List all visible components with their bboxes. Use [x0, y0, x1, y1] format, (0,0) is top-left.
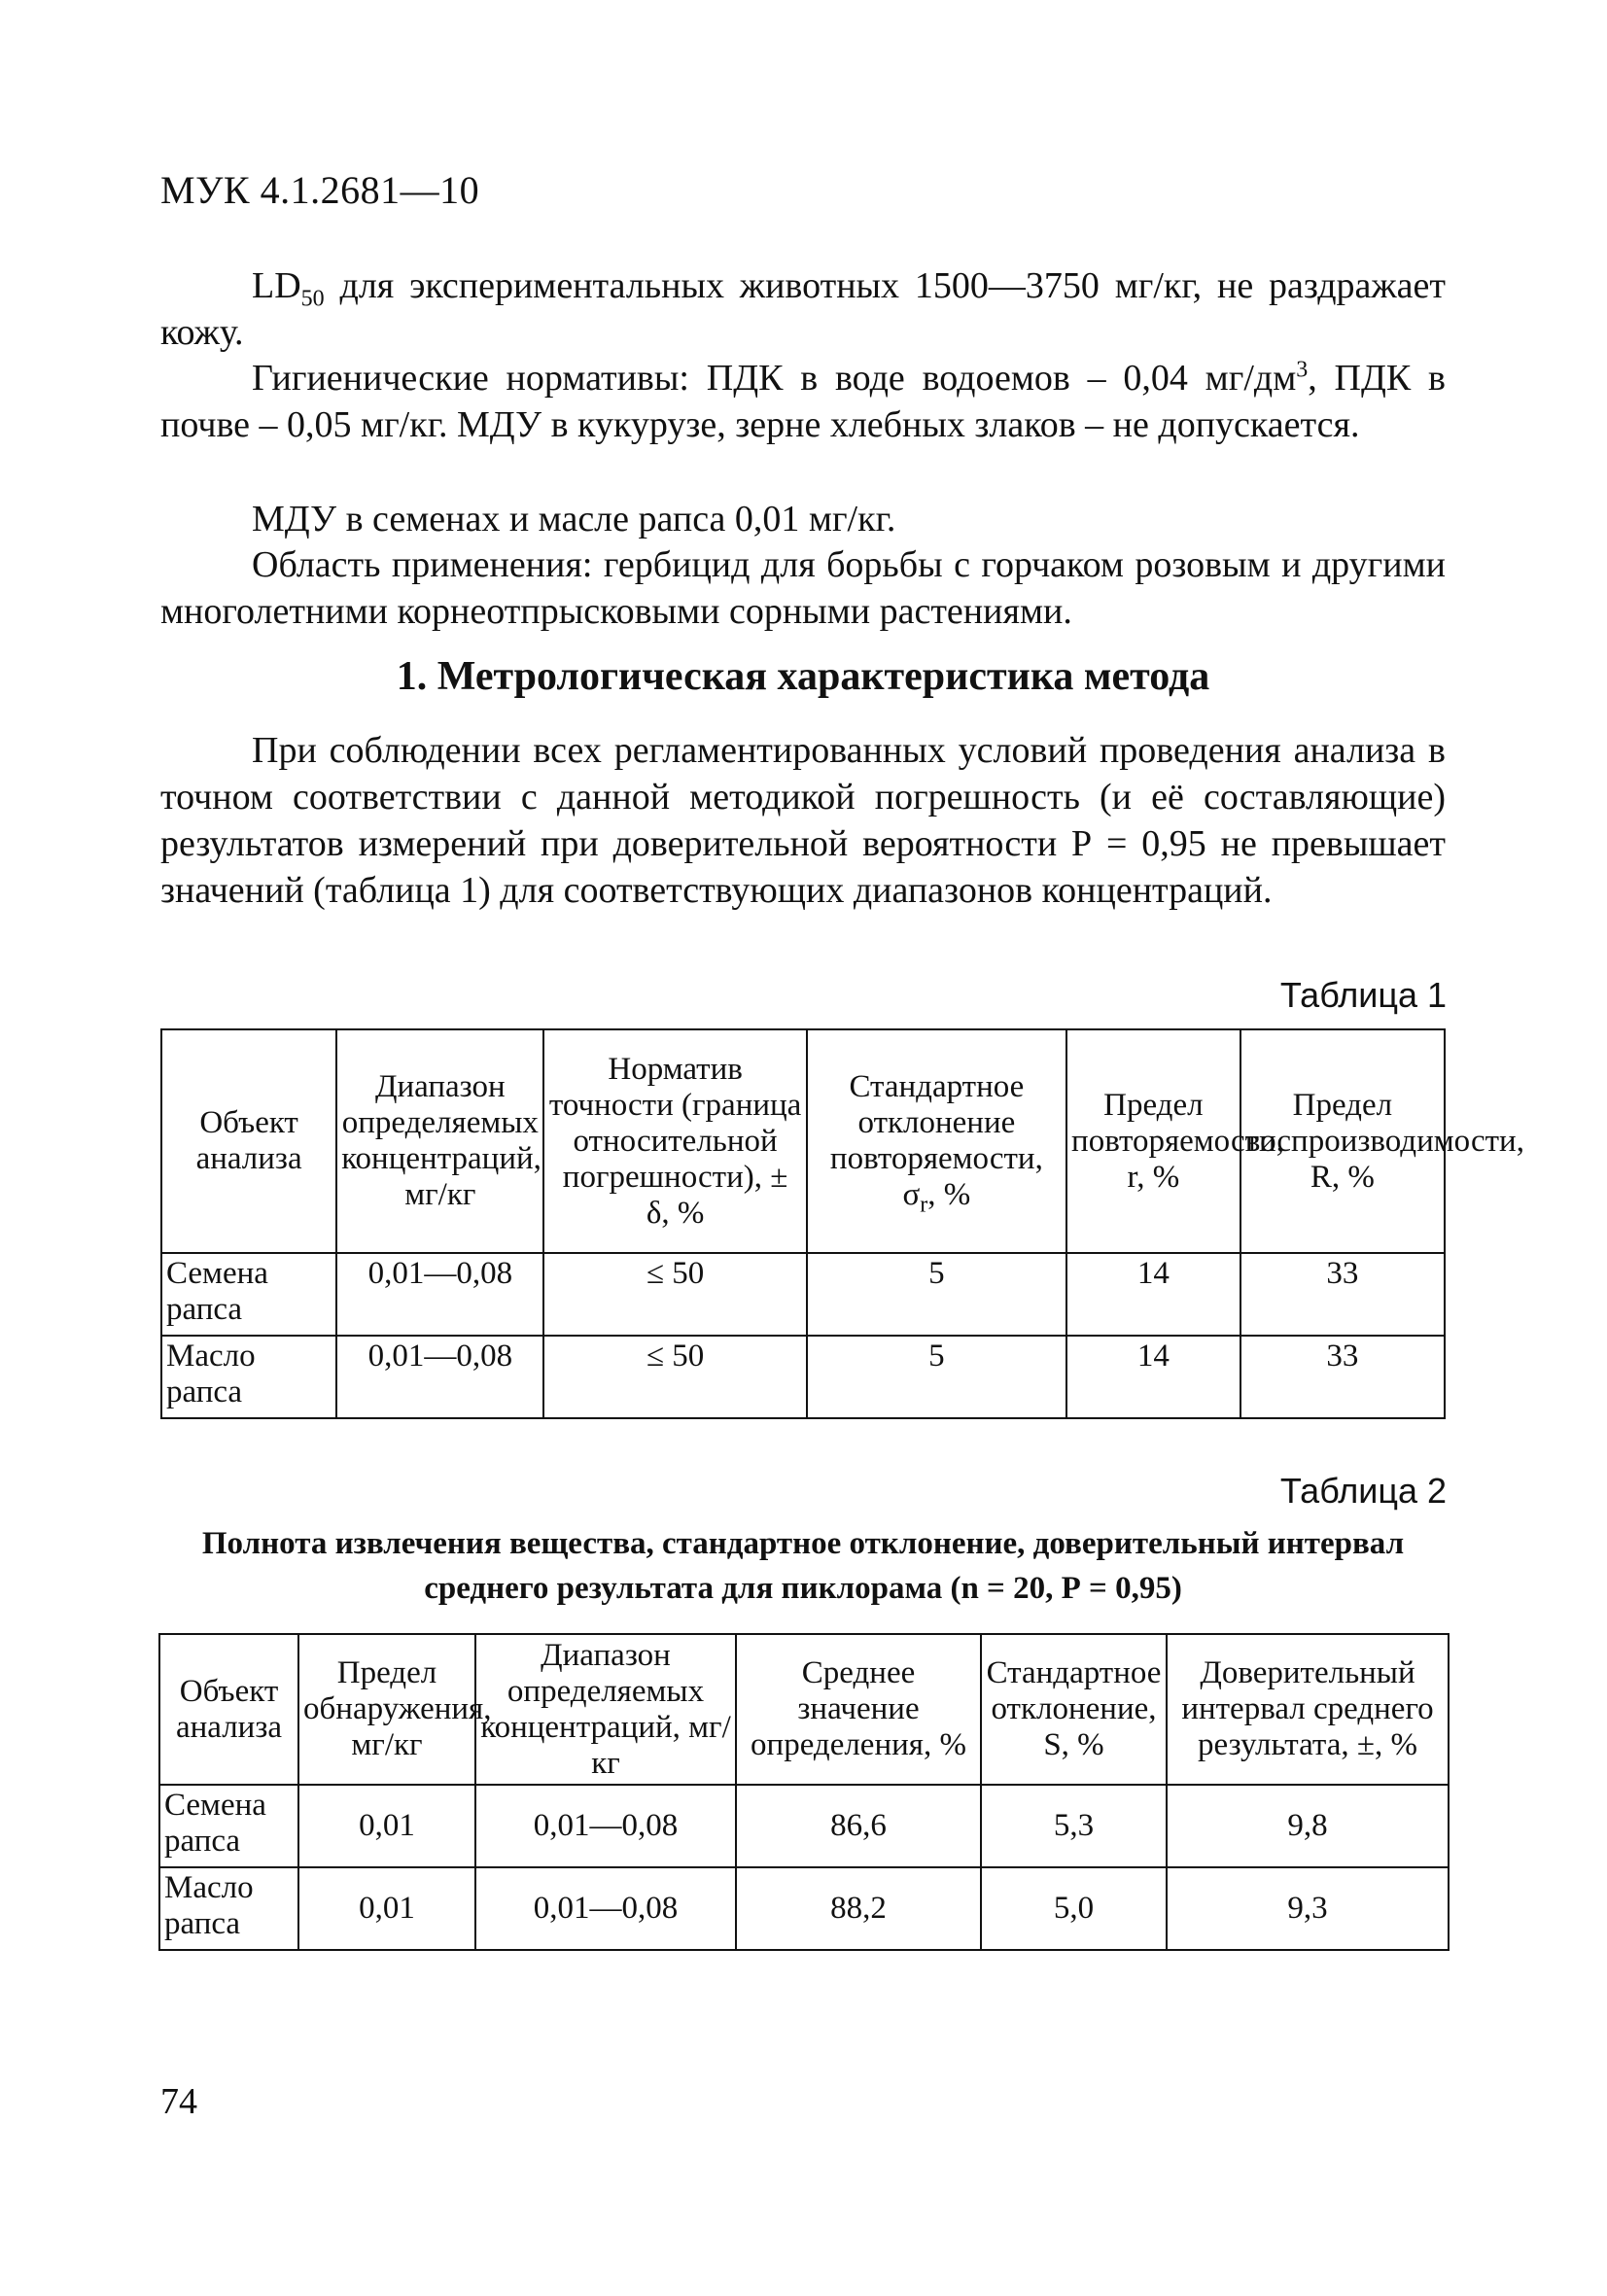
- scope-text: Область применения: гербицид для борьбы с горчаком розовым и другими многолетними корнеотпрысковыми сорными растениями.: [160, 544, 1446, 632]
- table1-header-accuracy: Норматив точности (граница относительной погрешности), ± δ, %: [543, 1029, 806, 1253]
- table2-cell-mean: 86,6: [736, 1785, 981, 1867]
- table-row: [161, 1253, 1445, 1336]
- table1-cell-stddev: 5: [807, 1253, 1066, 1336]
- table1-header-stddev: [807, 1029, 1066, 1253]
- table1-header-row: [161, 1029, 1445, 1253]
- table2-cell-range: 0,01—0,08: [475, 1867, 736, 1950]
- table2-cell-detect: 0,01: [298, 1867, 475, 1950]
- table1-cell-object: Семена рапса: [161, 1253, 336, 1336]
- table1: [160, 1028, 1524, 1419]
- table1-caption: Таблица 1: [1279, 975, 1447, 1015]
- table2-cell-detect: 0,01: [298, 1785, 475, 1867]
- table1-cell-accuracy: ≤ 50: [543, 1336, 806, 1418]
- paragraph-mdu-rape: [160, 496, 1446, 542]
- ld50-subscript: 50: [300, 286, 325, 312]
- table1-header-reprod: Предел воспроизводимости, R, %: [1240, 1029, 1445, 1253]
- document-code-header: МУК 4.1.2681—10: [160, 168, 480, 212]
- table1-stddev-sub: r: [920, 1192, 928, 1218]
- table2-caption: Таблица 2: [1279, 1471, 1447, 1511]
- paragraph-scope: [160, 541, 1446, 635]
- table2-cell-object: Семена рапса: [159, 1785, 298, 1867]
- table2: [158, 1633, 1450, 1951]
- table1-cell-range: 0,01—0,08: [336, 1336, 543, 1418]
- norms-text-a: Гигиенические нормативы: ПДК в воде водоемов – 0,04 мг/дм: [252, 358, 1297, 399]
- table1-cell-repeat: 14: [1066, 1336, 1240, 1418]
- table1-cell-stddev: 5: [807, 1336, 1066, 1418]
- table2-title: Полнота извлечения вещества, стандартное отклонение, доверительный интервал среднего результата для пиклорама (n = 20, Р = 0,95): [201, 1526, 1405, 1606]
- intro-text: При соблюдении всех регламентированных условий проведения анализа в точном соответствии с данной методикой погрешность (и её составляющие) результатов измерений при доверительной вероятности Р = 0,95 не превышает значений (таблица 1) для соответствующих диапазонов концентраций.: [160, 730, 1446, 911]
- table1-stddev-unit: , %: [927, 1177, 971, 1212]
- table1-cell-object: Масло рапса: [161, 1336, 336, 1418]
- table2-header-range: Диапазон определяемых концентраций, мг/кг: [475, 1634, 736, 1785]
- table2-cell-stddev: 5,0: [981, 1867, 1167, 1950]
- paragraph-ld50: [160, 262, 1446, 356]
- table1-cell-range: 0,01—0,08: [336, 1253, 543, 1336]
- table2-cell-confidence: 9,3: [1167, 1867, 1449, 1950]
- table2-header-confidence: Доверительный интервал среднего результата, ±, %: [1167, 1634, 1449, 1785]
- table2-header-detect: Предел обнаружения, мг/кг: [298, 1634, 475, 1785]
- table1-cell-repeat: 14: [1066, 1253, 1240, 1336]
- table2-cell-mean: 88,2: [736, 1867, 981, 1950]
- paragraph-hygienic-norms: [160, 355, 1446, 448]
- table2-cell-confidence: 9,8: [1167, 1785, 1449, 1867]
- table1-header-repeat: Предел повторяемости, r, %: [1066, 1029, 1240, 1253]
- table1-header-object: Объект анализа: [161, 1029, 336, 1253]
- table1-header-range: Диапазон определяемых концентраций, мг/кг: [336, 1029, 543, 1253]
- section-title: 1. Метрологическая характеристика метода: [396, 654, 1210, 699]
- table2-header-row: [159, 1634, 1449, 1785]
- norms-text-b: , ПДК в почве – 0,05 мг/кг. МДУ в кукурузе, зерне хлебных злаков – не допускается.: [160, 358, 1446, 445]
- table-row: [159, 1867, 1449, 1950]
- table1-cell-reprod: 33: [1240, 1336, 1445, 1418]
- ld50-prefix: LD: [252, 265, 301, 306]
- page-number: 74: [160, 2081, 197, 2122]
- table2-header-stddev: Стандартное отклонение, S, %: [981, 1634, 1167, 1785]
- ld50-text: для экспериментальных животных 1500—3750 мг/кг, не раздражает кожу.: [160, 265, 1446, 353]
- table1-cell-reprod: 33: [1240, 1253, 1445, 1336]
- table2-cell-object: Масло рапса: [159, 1867, 298, 1950]
- table-row: [159, 1785, 1449, 1867]
- table2-cell-range: 0,01—0,08: [475, 1785, 736, 1867]
- table1-stddev-label: Стандартное отклонение повторяемости, σ: [829, 1069, 1043, 1212]
- table1-cell-accuracy: ≤ 50: [543, 1253, 806, 1336]
- table2-cell-stddev: 5,3: [981, 1785, 1167, 1867]
- mdu-rape-text: МДУ в семенах и масле рапса 0,01 мг/кг.: [252, 499, 896, 539]
- table2-header-mean: Среднее значение определения, %: [736, 1634, 981, 1785]
- paragraph-intro: [160, 727, 1446, 914]
- norms-superscript: 3: [1296, 357, 1309, 383]
- table2-header-object: Объект анализа: [159, 1634, 298, 1785]
- table-row: [161, 1336, 1445, 1418]
